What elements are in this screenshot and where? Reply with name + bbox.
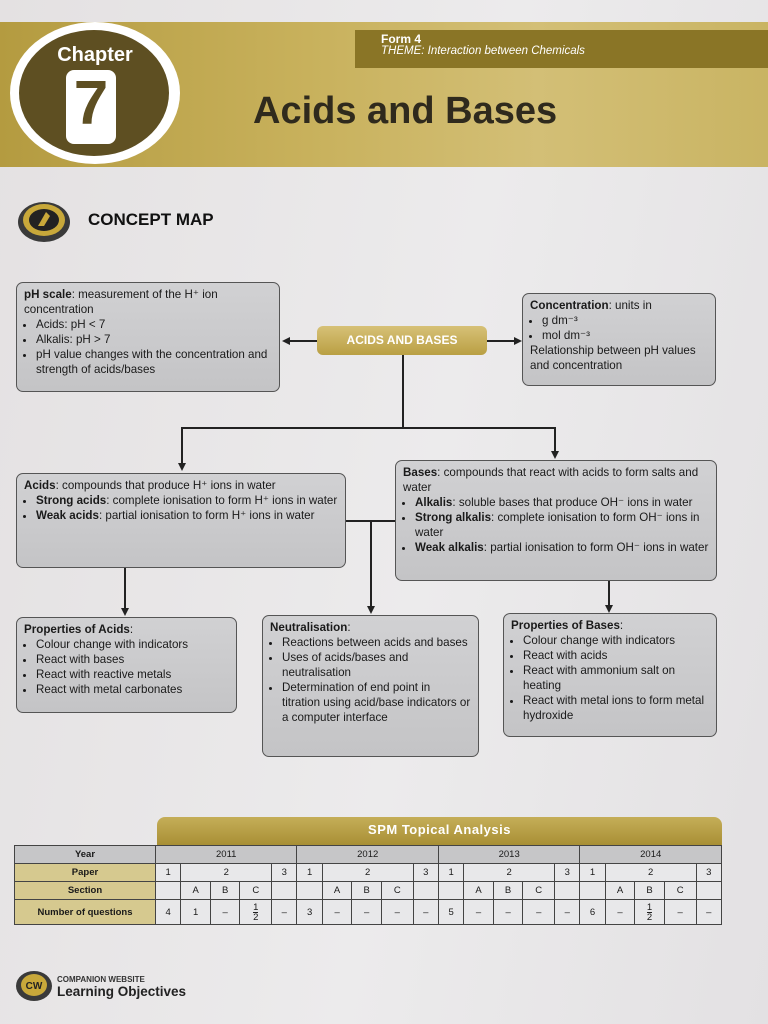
- arrow-to-properties-acids: [121, 608, 129, 616]
- table-row: [15, 900, 722, 925]
- list-item: • React with reactive metals: [36, 667, 229, 682]
- strong-acids-term: Strong acids: [36, 494, 107, 507]
- row-label: Section: [15, 882, 156, 900]
- paper-cell: 2: [605, 864, 696, 882]
- concentration-def: : units in: [608, 299, 652, 312]
- section-cell: C: [664, 882, 696, 900]
- paper-cell: 2: [181, 864, 272, 882]
- count-cell: –: [272, 900, 297, 925]
- row-label: Number of questions: [15, 900, 156, 925]
- half-fraction: $\frac{1}{2}$: [253, 901, 259, 923]
- empty-cell: [696, 882, 721, 900]
- count-cell: –: [322, 900, 352, 925]
- connector-center-to-ph: [290, 340, 317, 342]
- year-cell: 2011: [156, 846, 297, 864]
- section-cell: A: [322, 882, 352, 900]
- count-cell: –: [664, 900, 696, 925]
- bases-box: [395, 460, 717, 581]
- ph-scale-term: pH scale: [24, 288, 72, 301]
- chapter-title: Acids and Bases: [253, 90, 558, 132]
- ph-scale-def: : measurement of the H⁺ ion concentration: [24, 288, 218, 316]
- table-row: [15, 846, 722, 864]
- strong-alkalis-def: : complete ionisation to form OH⁻ ions in water: [415, 511, 700, 539]
- count-cell: 6: [580, 900, 605, 925]
- strong-acids-def: : complete ionisation to form H⁺ ions in water: [106, 494, 338, 507]
- section-cell: A: [464, 882, 494, 900]
- count-cell: –: [210, 900, 240, 925]
- count-cell: [240, 900, 272, 925]
- paper-cell: 2: [322, 864, 413, 882]
- weak-acids-def: : partial ionisation to form H⁺ ions in water: [98, 509, 315, 522]
- arrow-to-properties-bases: [605, 605, 613, 613]
- count-cell: [635, 900, 665, 925]
- arrow-to-acids: [178, 463, 186, 471]
- spm-table: [14, 845, 722, 925]
- connector-center-to-concentration: [487, 340, 514, 342]
- arrow-to-concentration: [514, 337, 522, 345]
- arrow-to-ph: [282, 337, 290, 345]
- list-item: • Acids: pH < 7: [36, 317, 272, 332]
- concept-map-heading: CONCEPT MAP: [88, 210, 214, 229]
- year-cell: 2013: [438, 846, 579, 864]
- concentration-term: Concentration: [530, 299, 609, 312]
- connector-to-properties-bases: [608, 580, 610, 605]
- empty-cell: [555, 882, 580, 900]
- list-item: [415, 510, 709, 540]
- theme-label: THEME: Interaction between Chemicals: [381, 45, 585, 57]
- list-item: • Colour change with indicators: [523, 633, 709, 648]
- half-fraction: $\frac{1}{2}$: [646, 901, 653, 923]
- list-item: • React with acids: [523, 648, 709, 663]
- section-cell: B: [635, 882, 665, 900]
- count-cell: –: [696, 900, 721, 925]
- connector-branch: [181, 427, 555, 429]
- count-cell: –: [413, 900, 438, 925]
- connector-center-down: [402, 355, 404, 428]
- list-item: • React with metal ions to form metal hydroxide: [523, 693, 709, 723]
- form-label: Form 4: [381, 32, 422, 46]
- strong-alkalis-term: Strong alkalis: [415, 511, 492, 524]
- empty-cell: [438, 882, 463, 900]
- list-item: • Determination of end point in titration using acid/base indicators or a computer interface: [282, 680, 471, 725]
- neutralisation-box: Neutralisation: • Reactions between acids and bases • Uses of acids/bases and neutralisation • Determination of end point in titration using acid/base indicators or a computer interface: [262, 615, 479, 757]
- section-cell: C: [381, 882, 413, 900]
- list-item: • React with bases: [36, 652, 229, 667]
- count-cell: –: [464, 900, 494, 925]
- list-item: • React with metal carbonates: [36, 682, 229, 697]
- properties-acids-box: Properties of Acids: • Colour change with indicators • React with bases • React with reactive metals • React with metal carbonates: [16, 617, 237, 713]
- list-item: • Uses of acids/bases and neutralisation: [282, 650, 471, 680]
- empty-cell: [272, 882, 297, 900]
- count-cell: 1: [181, 900, 211, 925]
- year-cell: 2014: [580, 846, 722, 864]
- bases-term: Bases: [403, 466, 438, 479]
- count-cell: –: [352, 900, 382, 925]
- empty-cell: [413, 882, 438, 900]
- alkalis-term: Alkalis: [415, 496, 453, 509]
- paper-cell: 1: [438, 864, 463, 882]
- concentration-box: [522, 293, 716, 386]
- arrow-to-neutralisation: [367, 606, 375, 614]
- paper-cell: 3: [413, 864, 438, 882]
- acids-box: [16, 473, 346, 568]
- section-cell: C: [523, 882, 555, 900]
- table-row: [15, 864, 722, 882]
- year-cell: 2012: [297, 846, 438, 864]
- section-cell: B: [352, 882, 382, 900]
- count-cell: –: [555, 900, 580, 925]
- paper-cell: 1: [156, 864, 181, 882]
- count-cell: 5: [438, 900, 463, 925]
- section-cell: A: [605, 882, 635, 900]
- connector-to-neutralisation: [370, 520, 372, 606]
- list-item: • Colour change with indicators: [36, 637, 229, 652]
- concept-map-icon: [16, 196, 72, 244]
- arrow-to-bases: [551, 451, 559, 459]
- paper-cell: 3: [272, 864, 297, 882]
- paper-cell: 1: [297, 864, 322, 882]
- acids-term: Acids: [24, 479, 56, 492]
- ph-scale-box: [16, 282, 280, 392]
- section-cell: A: [181, 882, 211, 900]
- alkalis-def: : soluble bases that produce OH⁻ ions in water: [452, 496, 693, 509]
- weak-acids-term: Weak acids: [36, 509, 99, 522]
- acids-def: : compounds that produce H⁺ ions in water: [55, 479, 276, 492]
- list-item: [415, 495, 709, 510]
- row-label: Paper: [15, 864, 156, 882]
- section-cell: C: [240, 882, 272, 900]
- svg-text:CW: CW: [25, 981, 43, 992]
- companion-website-icon: [14, 967, 54, 1003]
- empty-cell: [297, 882, 322, 900]
- count-cell: –: [493, 900, 523, 925]
- list-item: • React with ammonium salt on heating: [523, 663, 709, 693]
- count-cell: 3: [297, 900, 322, 925]
- list-item: • mol dm⁻³: [542, 328, 708, 343]
- row-label: Year: [15, 846, 156, 864]
- count-cell: –: [381, 900, 413, 925]
- paper-cell: 3: [555, 864, 580, 882]
- paper-cell: 3: [696, 864, 721, 882]
- list-item: • Reactions between acids and bases: [282, 635, 471, 650]
- empty-cell: [156, 882, 181, 900]
- properties-bases-box: Properties of Bases: • Colour change with indicators • React with acids • React with ammonium salt on heating • React with metal ions to form metal hydroxide: [503, 613, 717, 737]
- list-item: [36, 493, 338, 508]
- connector-to-acids: [181, 427, 183, 463]
- concentration-note: Relationship between pH values and concentration: [530, 344, 696, 372]
- bases-def: : compounds that react with acids to form salts and water: [403, 466, 699, 494]
- section-cell: B: [493, 882, 523, 900]
- companion-website-label: COMPANION WEBSITE: [57, 975, 145, 984]
- list-item: [415, 540, 709, 555]
- list-item: [36, 508, 338, 523]
- count-cell: 4: [156, 900, 181, 925]
- paper-cell: 2: [464, 864, 555, 882]
- count-cell: –: [605, 900, 635, 925]
- connector-to-properties-acids: [124, 567, 126, 608]
- properties-bases-term: Properties of Bases: [511, 619, 620, 632]
- paper-cell: 1: [580, 864, 605, 882]
- chapter-word: Chapter: [57, 44, 133, 66]
- properties-acids-term: Properties of Acids: [24, 623, 130, 636]
- learning-objectives-link[interactable]: Learning Objectives: [57, 984, 187, 999]
- section-cell: B: [210, 882, 240, 900]
- weak-alkalis-term: Weak alkalis: [415, 541, 484, 554]
- neutralisation-term: Neutralisation: [270, 621, 348, 634]
- spm-title: SPM Topical Analysis: [368, 822, 511, 837]
- chapter-number: 7: [73, 69, 109, 138]
- count-cell: –: [523, 900, 555, 925]
- list-item: • pH value changes with the concentration and strength of acids/bases: [36, 347, 272, 377]
- list-item: • g dm⁻³: [542, 313, 708, 328]
- connector-to-bases: [554, 427, 556, 451]
- empty-cell: [580, 882, 605, 900]
- list-item: • Alkalis: pH > 7: [36, 332, 272, 347]
- weak-alkalis-def: : partial ionisation to form OH⁻ ions in water: [483, 541, 709, 554]
- center-node: ACIDS AND BASES: [317, 326, 487, 355]
- table-row: [15, 882, 722, 900]
